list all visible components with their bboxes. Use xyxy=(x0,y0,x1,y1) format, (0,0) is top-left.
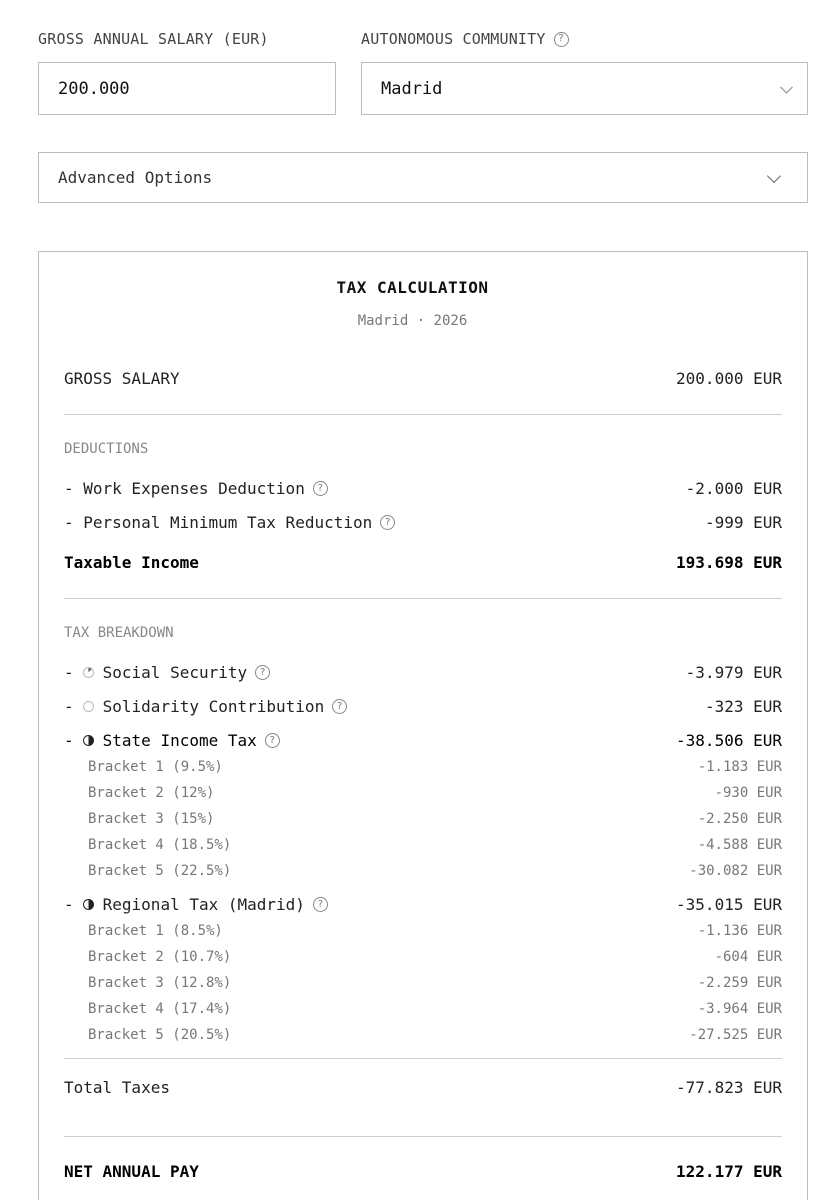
advanced-options-toggle[interactable] xyxy=(38,152,808,203)
total-taxes-label: Total Taxes xyxy=(64,1078,170,1097)
state-income-tax-label: State Income Tax xyxy=(102,731,257,750)
bracket-label: Bracket 2 (12%) xyxy=(88,785,215,801)
community-label-text: AUTONOMOUS COMMUNITY xyxy=(361,30,546,48)
bracket-label: Bracket 4 (18.5%) xyxy=(88,837,232,853)
chevron-down-icon xyxy=(780,80,793,93)
regional-tax-label: Regional Tax (Madrid) xyxy=(102,895,305,914)
bracket-value: -2.259 EUR xyxy=(697,975,782,991)
state-income-tax-value: -38.506 EUR xyxy=(676,731,782,750)
bracket-label: Bracket 3 (12.8%) xyxy=(88,975,232,991)
net-annual-pay-value: 122.177 EUR xyxy=(676,1162,782,1181)
community-label xyxy=(361,30,569,48)
bracket-label: Bracket 3 (15%) xyxy=(88,811,215,827)
bracket-value: -4.588 EUR xyxy=(697,837,782,853)
total-taxes-value: -77.823 EUR xyxy=(676,1078,782,1097)
social-security-label: Social Security xyxy=(102,663,248,682)
pie-share-icon xyxy=(83,701,94,712)
pie-share-icon xyxy=(83,667,94,678)
bracket-row xyxy=(88,1001,782,1017)
chevron-down-icon xyxy=(767,168,781,182)
deduction-label: - Personal Minimum Tax Reduction xyxy=(64,513,373,532)
pie-share-icon xyxy=(83,735,94,746)
help-icon[interactable]: ? xyxy=(265,733,280,748)
gross-salary-value: 200.000 EUR xyxy=(676,369,782,388)
divider xyxy=(64,598,782,599)
solidarity-label: Solidarity Contribution xyxy=(102,697,325,716)
bracket-label: Bracket 1 (9.5%) xyxy=(88,759,223,775)
regional-tax-row xyxy=(64,895,782,914)
bracket-label: Bracket 1 (8.5%) xyxy=(88,923,223,939)
bracket-label: Bracket 5 (22.5%) xyxy=(88,863,232,879)
card-title: TAX CALCULATION xyxy=(336,278,489,297)
community-select-value: Madrid xyxy=(381,78,443,99)
deduction-label: - Work Expenses Deduction xyxy=(64,479,305,498)
pie-share-icon xyxy=(83,899,94,910)
solidarity-row xyxy=(64,697,782,716)
deduction-value: -2.000 EUR xyxy=(685,479,782,498)
deduction-row xyxy=(64,479,782,498)
help-icon[interactable]: ? xyxy=(255,665,270,680)
net-annual-pay-row xyxy=(64,1162,782,1181)
salary-label xyxy=(38,30,269,48)
state-income-tax-row xyxy=(64,731,782,750)
deduction-value: -999 EUR xyxy=(704,513,782,532)
dash: - xyxy=(64,895,74,914)
social-security-value: -3.979 EUR xyxy=(685,663,782,682)
solidarity-value: -323 EUR xyxy=(704,697,782,716)
salary-input-value: 200.000 xyxy=(58,78,130,99)
help-icon[interactable]: ? xyxy=(380,515,395,530)
net-annual-pay-label: NET ANNUAL PAY xyxy=(64,1162,199,1181)
gross-salary-row xyxy=(64,369,782,388)
bracket-value: -27.525 EUR xyxy=(689,1027,782,1043)
bracket-row xyxy=(88,759,782,775)
salary-input[interactable] xyxy=(38,62,336,115)
taxable-income-label: Taxable Income xyxy=(64,553,199,572)
help-icon[interactable]: ? xyxy=(313,897,328,912)
help-icon[interactable]: ? xyxy=(332,699,347,714)
gross-salary-label: GROSS SALARY xyxy=(64,369,180,388)
bracket-row xyxy=(88,811,782,827)
bracket-value: -604 EUR xyxy=(714,949,782,965)
taxable-income-value: 193.698 EUR xyxy=(676,553,782,572)
bracket-value: -30.082 EUR xyxy=(689,863,782,879)
dash: - xyxy=(64,697,74,716)
bracket-value: -1.136 EUR xyxy=(697,923,782,939)
total-taxes-row xyxy=(64,1078,782,1097)
dash: - xyxy=(64,663,74,682)
bracket-value: -2.250 EUR xyxy=(697,811,782,827)
bracket-row xyxy=(88,923,782,939)
bracket-label: Bracket 2 (10.7%) xyxy=(88,949,232,965)
bracket-row xyxy=(88,975,782,991)
bracket-row xyxy=(88,863,782,879)
regional-tax-value: -35.015 EUR xyxy=(676,895,782,914)
bracket-label: Bracket 4 (17.4%) xyxy=(88,1001,232,1017)
dash: - xyxy=(64,731,74,750)
bracket-row xyxy=(88,837,782,853)
deduction-row xyxy=(64,513,782,532)
bracket-value: -930 EUR xyxy=(714,785,782,801)
tax-breakdown-heading: TAX BREAKDOWN xyxy=(64,625,174,641)
deductions-heading: DEDUCTIONS xyxy=(64,441,149,457)
community-select[interactable] xyxy=(361,62,808,115)
bracket-row xyxy=(88,1027,782,1043)
bracket-value: -3.964 EUR xyxy=(697,1001,782,1017)
taxable-income-row xyxy=(64,553,782,572)
help-icon[interactable]: ? xyxy=(554,32,569,47)
divider xyxy=(64,414,782,415)
bracket-label: Bracket 5 (20.5%) xyxy=(88,1027,232,1043)
bracket-value: -1.183 EUR xyxy=(697,759,782,775)
card-subtitle: Madrid · 2026 xyxy=(357,313,468,329)
advanced-options-label: Advanced Options xyxy=(58,168,213,187)
salary-label-text: GROSS ANNUAL SALARY (EUR) xyxy=(38,30,269,48)
divider xyxy=(64,1058,782,1059)
bracket-row xyxy=(88,785,782,801)
social-security-row xyxy=(64,663,782,682)
bracket-row xyxy=(88,949,782,965)
help-icon[interactable]: ? xyxy=(313,481,328,496)
divider xyxy=(64,1136,782,1137)
